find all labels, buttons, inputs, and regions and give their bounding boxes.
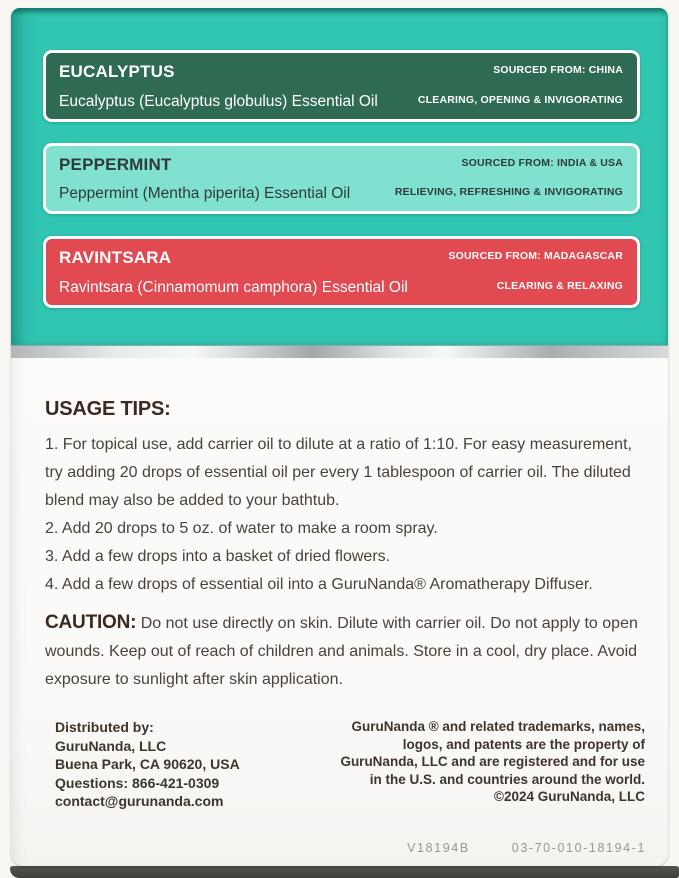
oil-name: RAVINTSARA bbox=[59, 248, 172, 267]
distributor-info bbox=[45, 718, 240, 811]
usage-tips-heading: USAGE TIPS: bbox=[45, 398, 171, 420]
trademark-line: GuruNanda, LLC and are registered and for use bbox=[340, 754, 645, 769]
trademark-line: logos, and patents are the property of bbox=[402, 736, 645, 752]
item-code: 03-70-010-18194-1 bbox=[511, 841, 646, 855]
oil-botanical-name: Eucalyptus (Eucalyptus globulus) Essential Oil bbox=[59, 93, 378, 110]
batch-code: V18194B bbox=[407, 841, 470, 855]
oil-botanical-name: Peppermint (Mentha piperita) Essential Oil bbox=[59, 185, 351, 202]
instructions-content bbox=[45, 398, 645, 811]
card-eucalyptus-details bbox=[418, 62, 623, 111]
oil-botanical-name: Ravintsara (Cinnamomum camphora) Essential Oil bbox=[59, 279, 408, 296]
card-ravintsara-details bbox=[448, 248, 623, 297]
distributor-email: contact@gurunanda.com bbox=[55, 793, 224, 809]
card-peppermint-details bbox=[395, 155, 623, 203]
oil-source: SOURCED FROM: MADAGASCAR bbox=[448, 250, 623, 262]
trademark-line: GuruNanda ® and related trademarks, names, bbox=[351, 719, 645, 734]
card-ravintsara bbox=[43, 236, 640, 308]
box-bottom-shadow bbox=[10, 866, 679, 878]
oil-name: PEPPERMINT bbox=[59, 155, 172, 174]
product-label-back-panel bbox=[11, 8, 668, 866]
product-codes bbox=[407, 841, 646, 855]
caution-text: Do not use directly on skin. Dilute with carrier oil. Do not apply to open wounds. Keep out of reach of children and animals. Store in a cool, dry place. Avoid exposure to sunlight after skin application. bbox=[45, 615, 638, 688]
distributor-line: Buena Park, CA 90620, USA bbox=[55, 756, 240, 772]
oil-source: SOURCED FROM: INDIA & USA bbox=[461, 157, 623, 169]
oil-name: EUCALYPTUS bbox=[59, 62, 175, 81]
metallic-divider bbox=[11, 345, 668, 358]
oil-benefits: RELIEVING, REFRESHING & INVIGORATING bbox=[394, 186, 623, 198]
usage-tip: 1. For topical use, add carrier oil to dilute at a ratio of 1:10. For easy measurement, try adding 20 drops of essential oil per every 1 tablespoon of carrier oil. The diluted blend may also be added to your bathtub. bbox=[45, 436, 632, 509]
card-ravintsara-names bbox=[59, 248, 408, 297]
usage-tip: 4. Add a few drops of essential oil into a GuruNanda® Aromatherapy Diffuser. bbox=[45, 576, 593, 593]
distributor-line: Questions: 866-421-0309 bbox=[55, 774, 220, 791]
card-eucalyptus bbox=[43, 50, 640, 122]
card-eucalyptus-names bbox=[59, 62, 378, 111]
footer bbox=[45, 718, 645, 811]
oil-benefits: CLEARING, OPENING & INVIGORATING bbox=[417, 94, 623, 106]
usage-tip: 2. Add 20 drops to 5 oz. of water to make a room spray. bbox=[45, 520, 438, 537]
trademark-info bbox=[340, 718, 645, 811]
distributor-line: Distributed by: bbox=[55, 719, 154, 735]
card-peppermint bbox=[43, 143, 640, 214]
usage-tips-list bbox=[45, 431, 645, 599]
oil-source: SOURCED FROM: CHINA bbox=[493, 64, 623, 76]
trademark-line: in the U.S. and countries around the world. bbox=[369, 771, 645, 787]
caution-heading: CAUTION: bbox=[45, 612, 137, 633]
distributor-line: GuruNanda, LLC bbox=[55, 737, 167, 754]
oil-benefits: CLEARING & RELAXING bbox=[496, 280, 623, 292]
caution-paragraph bbox=[45, 609, 645, 694]
card-peppermint-names bbox=[59, 155, 350, 203]
usage-tip: 3. Add a few drops into a basket of dried flowers. bbox=[45, 548, 391, 565]
copyright-line: ©2024 GuruNanda, LLC bbox=[494, 789, 645, 804]
oils-info-section bbox=[11, 8, 668, 345]
